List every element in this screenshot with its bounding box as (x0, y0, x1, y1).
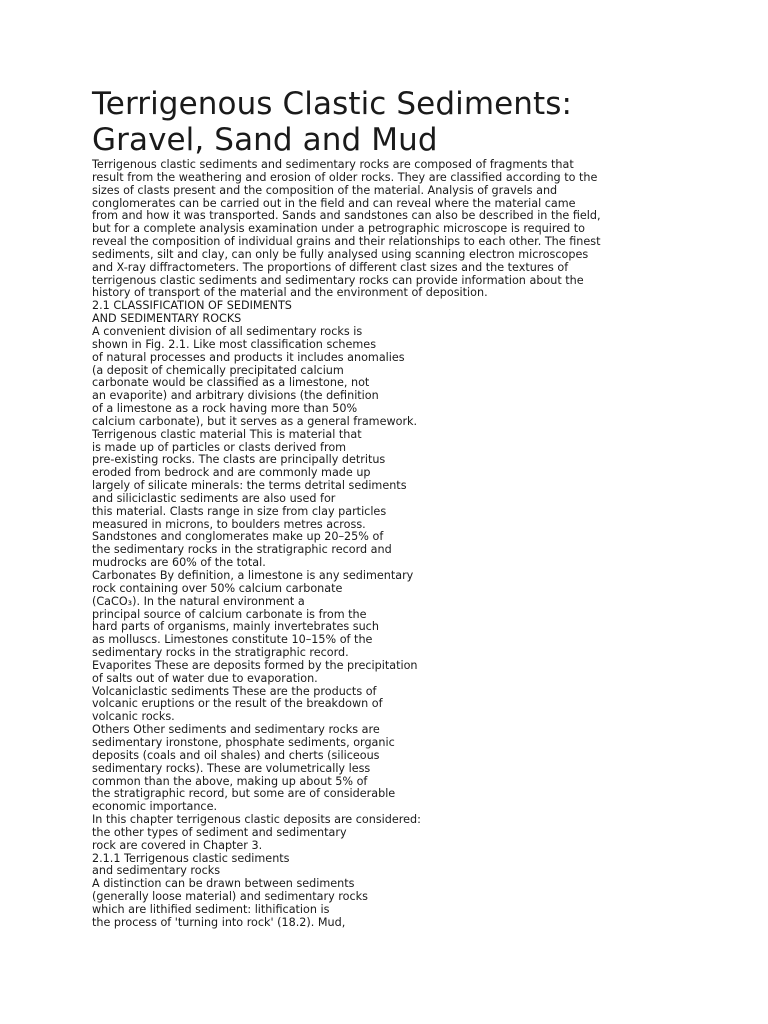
intro-line: sediments, silt and clay, can only be fully analysed using scanning electron microscopes (92, 247, 589, 261)
body-line: A convenient division of all sedimentary rocks is (92, 324, 363, 338)
body-line: shown in Fig. 2.1. Like most classification schemes (92, 337, 377, 351)
body-line: of salts out of water due to evaporation. (92, 671, 318, 685)
intro-line: result from the weathering and erosion of older rocks. They are classified according to the (92, 170, 598, 184)
intro-line: history of transport of the material and the environment of deposition. (92, 286, 488, 300)
body-line: Carbonates By definition, a limestone is any sedimentary (92, 569, 414, 582)
body-line: the process of 'turning into rock' (18.2). Mud, (92, 915, 346, 929)
intro-line: terrigenous clastic sediments and sedimentary rocks can provide information about the (92, 273, 584, 287)
intro-line: but for a complete analysis examination under a petrographic microscope is required to (92, 222, 585, 236)
body-line: pre-existing rocks. The clasts are principally detritus (92, 453, 386, 467)
body-line: and siliciclastic sediments are also used for (92, 491, 336, 505)
document-title (92, 86, 632, 158)
document-page (92, 86, 632, 930)
body-line: largely of silicate minerals: the terms detrital sediments (92, 479, 407, 493)
intro-line: sizes of clasts present and the composition of the material. Analysis of gravels and (92, 183, 558, 197)
body-line: sedimentary ironstone, phosphate sediments, organic (92, 735, 395, 749)
body-line: Others Other sediments and sedimentary rocks are (92, 723, 380, 737)
body-line: the sedimentary rocks in the stratigraphic record and (92, 543, 392, 557)
body-line: (CaCO₃). In the natural environment a (92, 594, 305, 608)
body-line: economic importance. (92, 800, 218, 814)
body-line: In this chapter terrigenous clastic deposits are considered: (92, 813, 421, 827)
body-text (92, 300, 632, 929)
body-line: which are lithified sediment: lithification is (92, 902, 330, 916)
body-line: Terrigenous clastic material This is material that (92, 427, 362, 441)
body-line: is made up of particles or clasts derived from (92, 440, 347, 454)
intro-paragraph (92, 159, 632, 300)
body-line: Volcaniclastic sediments These are the products of (92, 684, 377, 698)
section-heading: 2.1 CLASSIFICATION OF SEDIMENTS (92, 299, 292, 313)
body-line: eroded from bedrock and are commonly made up (92, 466, 371, 480)
title-line-2: Gravel, Sand and Mud (92, 122, 438, 158)
body-line: the stratigraphic record, but some are of considerable (92, 787, 396, 801)
intro-line: reveal the composition of individual grains and their relationships to each other. The finest (92, 235, 601, 249)
body-line: as molluscs. Limestones constitute 10–15% of the (92, 633, 373, 647)
subsection-heading: 2.1.1 Terrigenous clastic sediments (92, 851, 290, 865)
body-line: rock are covered in Chapter 3. (92, 838, 263, 852)
body-line: of a limestone as a rock having more than 50% (92, 402, 358, 416)
body-line: mudrocks are 60% of the total. (92, 556, 266, 570)
body-line: sedimentary rocks in the stratigraphic record. (92, 646, 349, 660)
body-line: of natural processes and products it includes anomalies (92, 350, 405, 364)
title-line-1: Terrigenous Clastic Sediments: (92, 86, 573, 122)
body-line: Evaporites These are deposits formed by the precipitation (92, 658, 418, 672)
section-heading: AND SEDIMENTARY ROCKS (92, 312, 242, 326)
body-line: the other types of sediment and sedimentary (92, 825, 347, 839)
body-line: (a deposit of chemically precipitated calcium (92, 363, 344, 377)
body-line: volcanic rocks. (92, 710, 175, 724)
body-line: measured in microns, to boulders metres across. (92, 517, 366, 531)
intro-line: from and how it was transported. Sands and sandstones can also be described in the field, (92, 209, 601, 223)
body-line: Sandstones and conglomerates make up 20–25% of (92, 530, 384, 544)
body-line: A distinction can be drawn between sediments (92, 877, 355, 891)
intro-line: Terrigenous clastic sediments and sedimentary rocks are composed of fragments that (92, 158, 574, 171)
body-line: (generally loose material) and sedimentary rocks (92, 890, 368, 904)
subsection-heading: and sedimentary rocks (92, 864, 221, 878)
body-line: this material. Clasts range in size from clay particles (92, 504, 387, 518)
body-line: carbonate would be classified as a limestone, not (92, 376, 370, 390)
intro-line: and X-ray diffractometers. The proportions of different clast sizes and the textures of (92, 260, 569, 274)
body-line: principal source of calcium carbonate is from the (92, 607, 367, 621)
body-line: common than the above, making up about 5% of (92, 774, 368, 788)
body-line: sedimentary rocks). These are volumetrically less (92, 761, 371, 775)
intro-line: conglomerates can be carried out in the field and can reveal where the material came (92, 196, 576, 210)
body-line: rock containing over 50% calcium carbonate (92, 581, 343, 595)
body-line: volcanic eruptions or the result of the breakdown of (92, 697, 383, 711)
body-line: deposits (coals and oil shales) and cherts (siliceous (92, 748, 380, 762)
body-line: an evaporite) and arbitrary divisions (the definition (92, 389, 379, 403)
body-line: calcium carbonate), but it serves as a general framework. (92, 414, 418, 428)
body-line: hard parts of organisms, mainly invertebrates such (92, 620, 379, 634)
